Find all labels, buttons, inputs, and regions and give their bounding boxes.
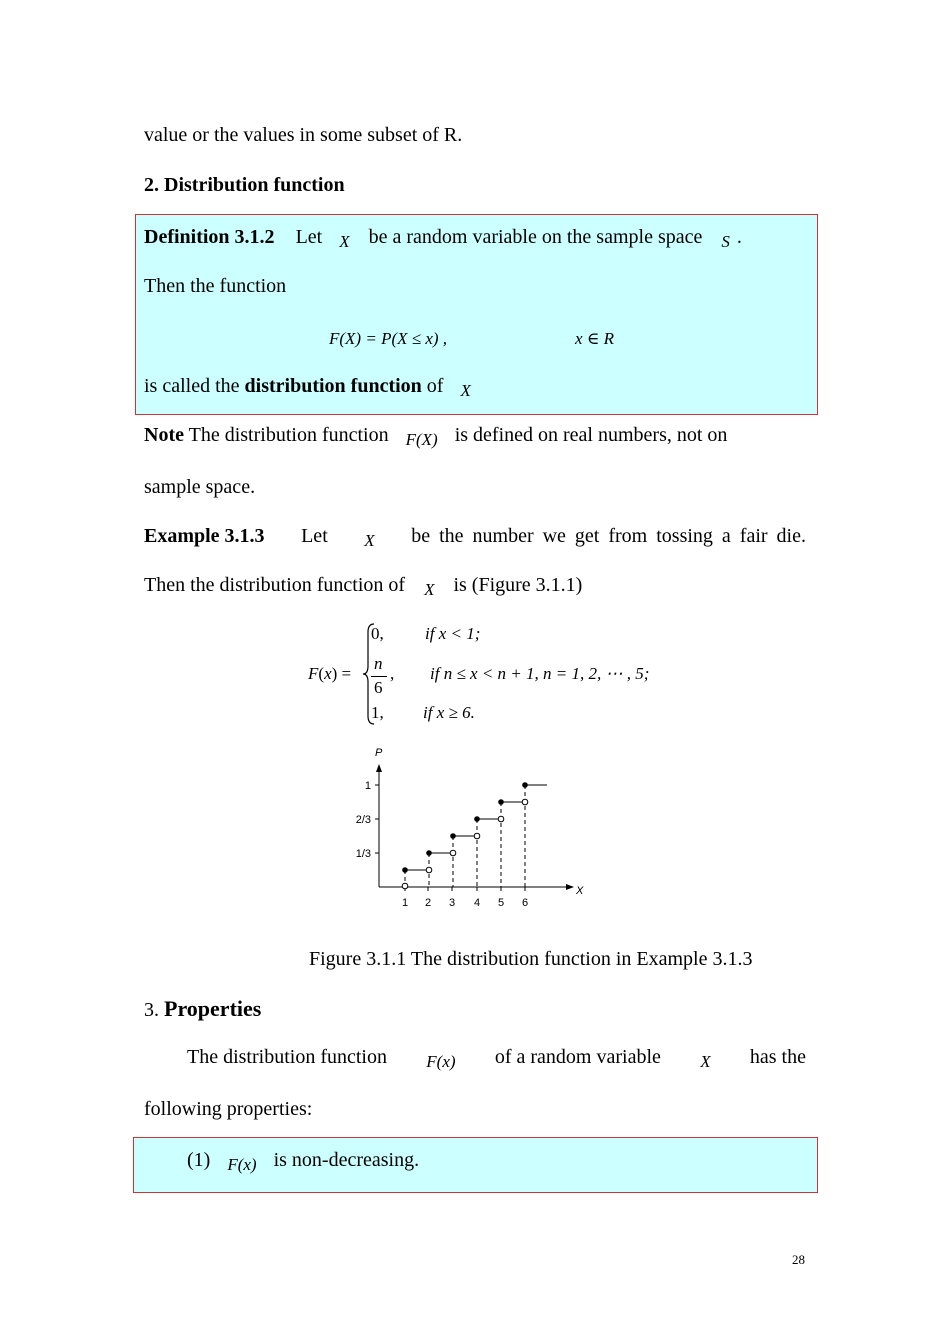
case1-value: 0, xyxy=(371,624,384,643)
var-X: X xyxy=(700,1052,711,1071)
definition-period: . xyxy=(736,226,742,248)
piecewise-lhs: F(x) = xyxy=(308,664,352,683)
note-label: Note xyxy=(144,424,184,446)
var-X: X xyxy=(339,232,350,251)
var-Fx: F(x) xyxy=(227,1155,257,1174)
note-line-1 xyxy=(144,424,727,447)
example-text: Then the distribution function of xyxy=(144,574,406,596)
var-FX: F(X) xyxy=(405,430,438,449)
var-X: X xyxy=(424,580,435,599)
y-tick-label: 1/3 xyxy=(355,848,371,860)
x-axis-arrow xyxy=(566,884,574,890)
case2-denominator: 6 xyxy=(374,678,383,697)
x-tick-label: 1 xyxy=(401,897,409,909)
figure-caption: Figure 3.1.1 The distribution function in Example 3.1.3 xyxy=(309,948,753,970)
intro-text: The distribution function xyxy=(187,1046,387,1068)
definition-line-4 xyxy=(144,375,471,398)
example-let: Let xyxy=(301,525,328,547)
y-tick-label: 1 xyxy=(364,780,371,792)
intro-text: of a random variable xyxy=(494,1046,661,1068)
section-title: Properties xyxy=(164,996,262,1021)
definition-line-1 xyxy=(144,226,742,249)
x-axis-label: X xyxy=(576,885,584,897)
filled-point xyxy=(402,867,408,873)
section-heading xyxy=(144,996,261,1022)
definition-text: be a random variable on the sample space xyxy=(368,226,703,248)
definition-of: of xyxy=(426,375,444,397)
definition-let: Let xyxy=(295,226,323,248)
var-X: X xyxy=(364,531,375,550)
filled-point xyxy=(426,850,432,856)
case3-value: 1, xyxy=(371,703,384,722)
note-line-2: sample space. xyxy=(144,476,256,498)
example-line-2 xyxy=(144,574,582,597)
definition-formula: F(X) = P(X ≤ x) , xyxy=(329,329,448,348)
y-axis-label: P xyxy=(375,747,383,759)
properties-intro-line-1 xyxy=(187,1046,806,1069)
step-chart xyxy=(340,738,600,916)
open-point xyxy=(474,833,480,839)
section-heading: 2. Distribution function xyxy=(144,174,345,196)
var-S: S xyxy=(721,232,730,251)
x-tick-label: 6 xyxy=(521,897,529,909)
case3-condition: if x ≥ 6. xyxy=(423,703,475,722)
example-line-1 xyxy=(144,525,806,548)
open-point xyxy=(426,867,432,873)
property-1 xyxy=(187,1149,419,1172)
property-text: is non-decreasing. xyxy=(273,1149,420,1171)
x-tick-label: 3 xyxy=(448,897,456,909)
example-label: Example 3.1.3 xyxy=(144,525,265,547)
definition-called-prefix: is called the xyxy=(144,375,240,397)
open-point xyxy=(498,816,504,822)
section-number: 3. xyxy=(144,999,159,1021)
example-text: is (Figure 3.1.1) xyxy=(453,574,583,596)
fraction-bar xyxy=(371,676,387,677)
definition-line-2: Then the function xyxy=(144,275,287,297)
property-number: (1) xyxy=(187,1149,211,1171)
note-text: The distribution function xyxy=(188,424,389,446)
note-text: is defined on real numbers, not on xyxy=(454,424,728,446)
x-tick-label: 5 xyxy=(497,897,505,909)
open-point xyxy=(450,850,456,856)
paragraph-line: value or the values in some subset of R. xyxy=(144,124,463,146)
filled-point xyxy=(522,782,528,788)
case1-condition: if x < 1; xyxy=(425,624,481,643)
open-point xyxy=(522,799,528,805)
case2-comma: , xyxy=(390,664,395,683)
definition-label: Definition 3.1.2 xyxy=(144,226,275,248)
definition-term: distribution function xyxy=(244,375,422,397)
filled-point xyxy=(474,816,480,822)
var-Fx: F(x) xyxy=(426,1052,456,1071)
filled-point xyxy=(498,799,504,805)
definition-formula-domain: x ∈ R xyxy=(575,329,615,348)
example-text: be the number we get from tossing a fair die. xyxy=(411,525,806,547)
case2-condition: if n ≤ x < n + 1, n = 1, 2, ⋯ , 5; xyxy=(430,664,650,683)
x-tick-label: 2 xyxy=(424,897,432,909)
y-axis-arrow xyxy=(376,764,382,772)
open-point xyxy=(402,883,408,889)
var-X: X xyxy=(460,381,471,400)
properties-intro-line-2: following properties: xyxy=(144,1098,313,1120)
filled-point xyxy=(450,833,456,839)
page-number: 28 xyxy=(792,1252,805,1267)
y-tick-label: 2/3 xyxy=(355,814,371,826)
x-tick-label: 4 xyxy=(473,897,481,909)
case2-numerator: n xyxy=(374,654,383,673)
intro-text: has the xyxy=(749,1046,806,1068)
